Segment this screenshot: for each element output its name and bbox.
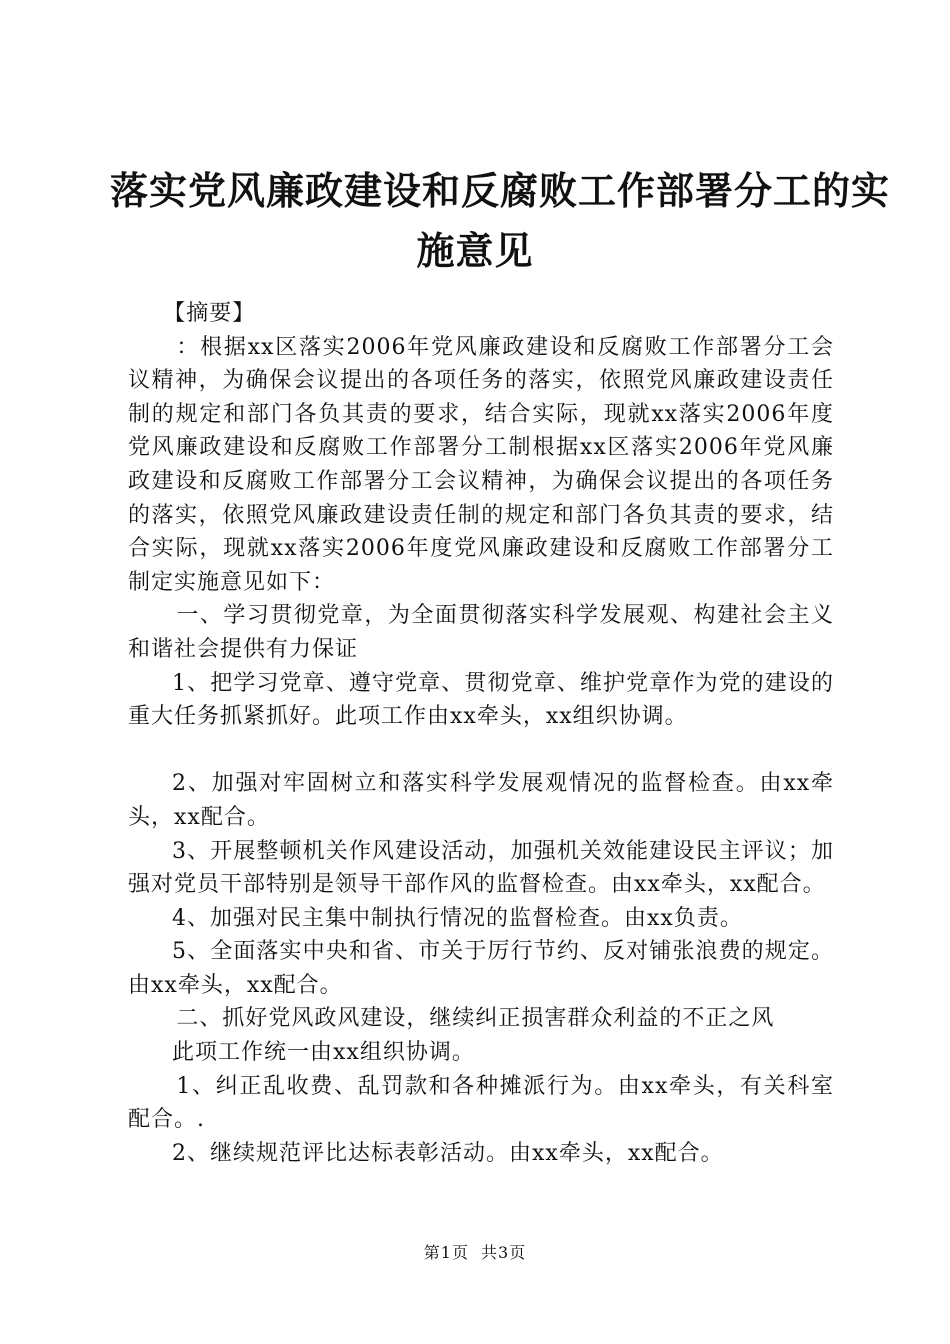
section-1-item-4: 4、加强对民主集中制执行情况的监督检查。由xx负责。 bbox=[172, 905, 743, 931]
page-number-total: 共3页 bbox=[481, 1243, 527, 1262]
document-title-line-2: 施意见 bbox=[416, 228, 534, 273]
document-title-line-1: 落实党风廉政建设和反腐败工作部署分工的实 bbox=[110, 168, 891, 213]
document-body bbox=[128, 297, 834, 1170]
section-2-item-2: 2、继续规范评比达标表彰活动。由xx牵头，xx配合。 bbox=[172, 1140, 724, 1166]
abstract-label: 【摘要】 bbox=[163, 301, 256, 326]
blank-line bbox=[128, 734, 834, 768]
section-1-item-5: 5、全面落实中央和省、市关于厉行节约、反对铺张浪费的规定。由xx牵头，xx配合。 bbox=[128, 939, 834, 998]
section-2-item-1: 1、纠正乱收费、乱罚款和各种摊派行为。由xx牵头，有关科室配合。. bbox=[128, 1073, 834, 1133]
section-heading-1: 一、学习贯彻党章，为全面贯彻落实科学发展观、构建社会主义和谐社会提供有力保证 bbox=[128, 603, 834, 662]
section-2-note: 此项工作统一由xx组织协调。 bbox=[172, 1040, 475, 1066]
section-1-item-3: 3、开展整顿机关作风建设活动，加强机关效能建设民主评议；加强对党员干部特别是领导干部作风的监督检查。由xx牵头，xx配合。 bbox=[128, 838, 834, 898]
section-1-item-1: 1、把学习党章、遵守党章、贯彻党章、维护党章作为党的建设的重大任务抓紧抓好。此项工作由xx牵头，xx组织协调。 bbox=[128, 670, 834, 730]
page-number-current: 第1页 bbox=[423, 1243, 469, 1262]
abstract-paragraph: ：根据xx区落实2006年党风廉政建设和反腐败工作部署分工会议精神，为确保会议提出的各项任务的落实，依照党风廉政建设责任制的规定和部门各负其责的要求，结合实际，现就xx落实2006年度党风廉政建设和反腐败工作部署分工制根据xx区落实2006年党风廉政建设和反腐败工作部署分工会议精神，为确保会议提出的各项任务的落实，依照党风廉政建设责任制的规定和部门各负其责的要求，结合实际，现就xx落实2006年度党风廉政建设和反腐败工作部署分工制定实施意见如下： bbox=[128, 334, 834, 595]
section-heading-2: 二、抓好党风政风建设，继续纠正损害群众利益的不正之风 bbox=[176, 1006, 775, 1032]
section-1-item-2: 2、加强对牢固树立和落实科学发展观情况的监督检查。由xx牵头，xx配合。 bbox=[128, 771, 834, 830]
page-footer bbox=[0, 1240, 950, 1263]
